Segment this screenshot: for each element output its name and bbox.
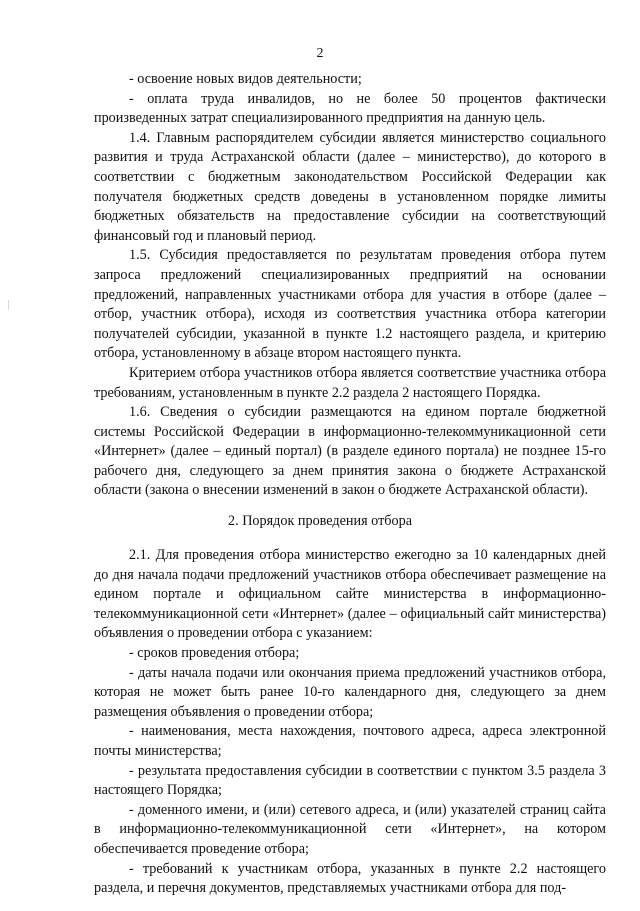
page-number: 2 — [316, 46, 324, 61]
scan-margin-mark — [8, 300, 9, 310]
paragraph: - требований к участникам отбора, указанных в пункте 2.2 настоящего раздела, и перечня документов, представляемых участниками отбора для под- — [94, 860, 606, 897]
paragraph: 2.1. Для проведения отбора министерство ежегодно за 10 календарных дней до дня начала подачи предложений участников отбора обеспечивает размещение на едином портале и официальном сайте министерства в информационно-телекоммуникационной сети «Интернет» (далее – официальный сайт министерства) объявления о проведении отбора с указанием: — [94, 547, 606, 642]
paragraph: - освоение новых видов деятельности; — [129, 71, 362, 87]
paragraph: - доменного имени, и (или) сетевого адреса, и (или) указателей страниц сайта в информационно-телекоммуникационной сети «Интернет», на котором обеспечивается проведение отбора; — [94, 801, 606, 857]
paragraph: Критерием отбора участников отбора является соответствие участника отбора требованиям, установленным в пункте 2.2 раздела 2 настоящего Порядка. — [94, 364, 606, 401]
paragraph: - результата предоставления субсидии в соответствии с пунктом 3.5 раздела 3 настоящего Порядка; — [94, 762, 606, 799]
paragraph: - сроков проведения отбора; — [129, 644, 300, 661]
paragraph: - даты начала подачи или окончания приема предложений участников отбора, которая не может быть ранее 10-го календарного дня, следующего за днем размещения объявления о проведении отбора; — [94, 664, 606, 720]
section-2-heading: 2. Порядок проведения отбора — [228, 513, 412, 529]
section-1-body — [94, 70, 606, 501]
paragraph: 1.5. Субсидия предоставляется по результатам проведения отбора путем запроса предложений специализированных предприятий на основании предложений, направленных участниками отбора для участия в отборе (далее – отбор, участник отбора), исходя из соответствия участника отбора категории получателей субсидии, указанной в пункте 1.2 настоящего раздела, и критерию отбора, установленному в абзаце втором настоящего пункта. — [94, 247, 606, 362]
paragraph: - наименования, места нахождения, почтового адреса, адреса электронной почты министерства; — [94, 723, 606, 759]
paragraph: - оплата труда инвалидов, но не более 50 процентов фактически произведенных затрат специализированного предприятия на данную цель. — [94, 90, 606, 127]
paragraph: 1.6. Сведения о субсидии размещаются на едином портале бюджетной системы Российской Федерации в информационно-телекоммуникационной сети «Интернет» (далее – единый портал) (в разделе единого портала) не позднее 15-го рабочего дня, следующего за днем принятия закона о бюджете Астраханской области (закона о внесении изменений в закон о бюджете Астраханской области). — [94, 404, 606, 499]
section-2-body — [94, 546, 606, 899]
paragraph: 1.4. Главным распорядителем субсидии является министерство социального развития и труда Астраханской области (далее – министерство), до которого в соответствии с бюджетным законодательством Российской Федерации как получателя бюджетных средств доведены в установленном порядке лимиты бюджетных обязательств на предоставление субсидии на соответствующий финансовый год и плановый период. — [94, 129, 606, 244]
